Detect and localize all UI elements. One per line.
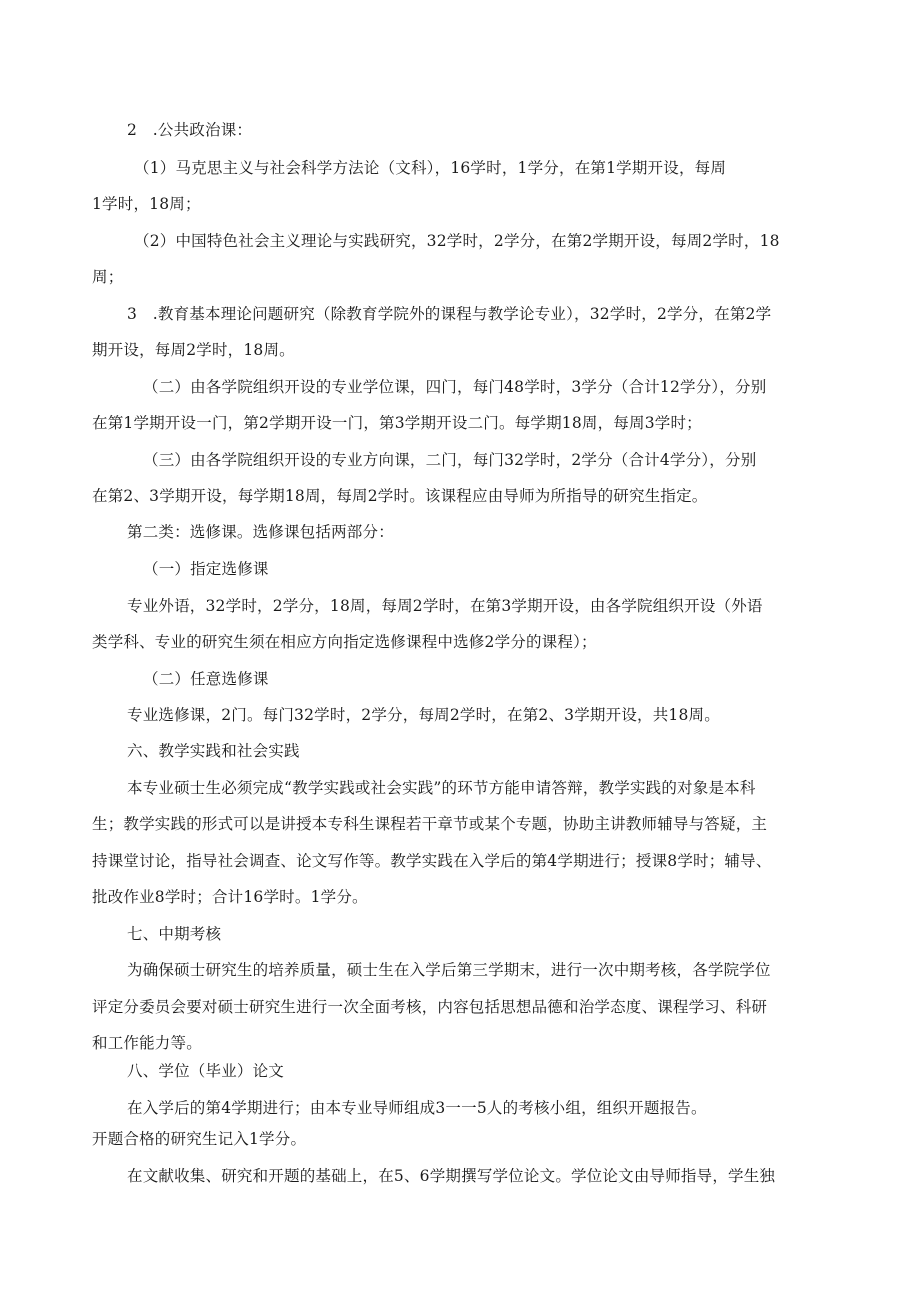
paragraph-line: 期开设，每周2学时，18周。 xyxy=(92,341,295,359)
paragraph-line: 持课堂讨论，指导社会调查、论文写作等。教学实践在入学后的第4学期进行；授课8学时；辅导、 xyxy=(92,852,772,870)
paragraph-line: 生；教学实践的形式可以是讲授本专科生课程若干章节或某个专题，协助主讲教师辅导与答疑，主 xyxy=(92,815,768,833)
paragraph-line: 和工作能力等。 xyxy=(92,1034,202,1052)
paragraph-line: 本专业硕士生必须完成“教学实践或社会实践”的环节方能申请答辩，教学实践的对象是本科 xyxy=(127,779,756,797)
paragraph-line: 周； xyxy=(92,268,124,286)
section-heading: 第二类：选修课。选修课包括两部分： xyxy=(127,523,394,541)
subsection-heading: （二）任意选修课 xyxy=(143,670,269,688)
paragraph-line: 在入学后的第4学期进行；由本专业导师组成3一一5人的考核小组，组织开题报告。 xyxy=(127,1099,707,1117)
paragraph-line: （1）马克思主义与社会科学方法论（文科），16学时，1学分，在第1学期开设，每周 xyxy=(134,159,727,177)
paragraph-line: （二）由各学院组织开设的专业学位课，四门，每门48学时，3学分（合计12学分），分别 xyxy=(143,378,767,396)
section-heading: 八、学位（毕业）论文 xyxy=(127,1062,285,1080)
paragraph-line: 批改作业8学时；合计16学时。1学分。 xyxy=(92,888,368,906)
paragraph-line: 3 .教育基本理论问题研究（除教育学院外的课程与教学论专业），32学时，2学分，在第2学 xyxy=(127,305,772,323)
section-heading: 七、中期考核 xyxy=(127,925,222,943)
paragraph-line: 专业选修课，2门。每门32学时，2学分，每周2学时，在第2、3学期开设，共18周。 xyxy=(127,706,720,724)
paragraph-line: 在文献收集、研究和开题的基础上，在5、6学期撰写学位论文。学位论文由导师指导，学生独 xyxy=(127,1167,776,1185)
section-heading: 六、教学实践和社会实践 xyxy=(127,742,300,760)
subsection-heading: （一）指定选修课 xyxy=(143,560,269,578)
paragraph-line: 1学时，18周； xyxy=(92,195,201,213)
paragraph-line: 2 .公共政治课： xyxy=(127,121,253,139)
paragraph-line: 在第1学期开设一门，第2学期开设一门，第3学期开设二门。每学期18周，每周3学时； xyxy=(92,414,702,432)
paragraph-line: 评定分委员会要对硕士研究生进行一次全面考核，内容包括思想品德和治学态度、课程学习、科研 xyxy=(92,998,768,1016)
paragraph-line: 在第2、3学期开设，每学期18周，每周2学时。该课程应由导师为所指导的研究生指定。 xyxy=(92,487,708,505)
paragraph-line: 为确保硕士研究生的培养质量，硕士生在入学后第三学期末，进行一次中期考核，各学院学位 xyxy=(127,961,771,979)
paragraph-line: （三）由各学院组织开设的专业方向课，二门，每门32学时，2学分（合计4学分），分别 xyxy=(143,451,757,469)
paragraph-line: 专业外语，32学时，2学分，18周，每周2学时，在第3学期开设，由各学院组织开设（外语 xyxy=(127,597,763,615)
paragraph-line: 类学科、专业的研究生须在相应方向指定选修课程中选修2学分的课程）； xyxy=(92,633,597,651)
paragraph-line: （2）中国特色社会主义理论与实践研究，32学时，2学分，在第2学期开设，每周2学时，18 xyxy=(134,232,780,250)
paragraph-line: 开题合格的研究生记入1学分。 xyxy=(92,1130,307,1148)
